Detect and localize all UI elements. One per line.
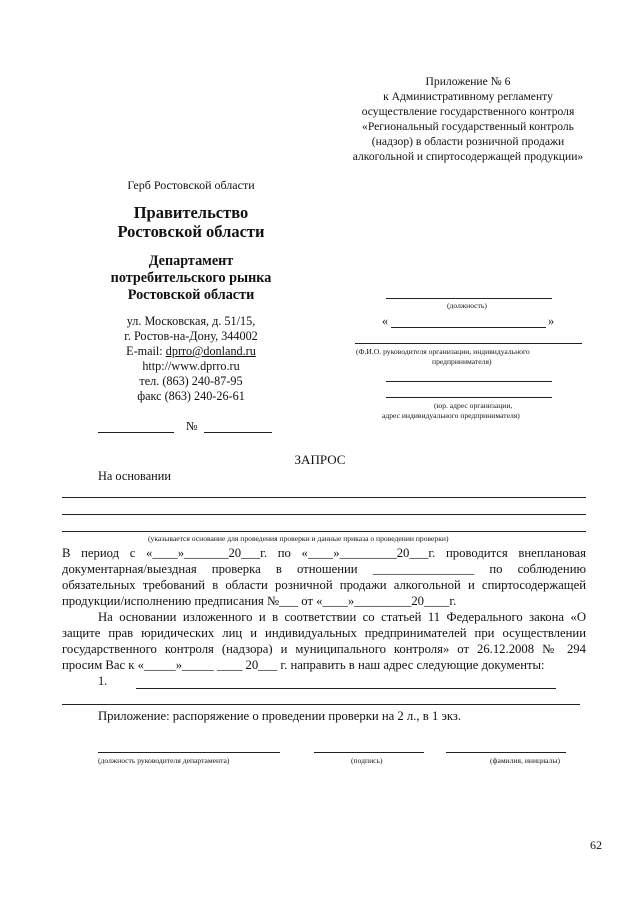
city-address: г. Ростов-на-Дону, 344002 — [124, 329, 258, 343]
paragraph-line: государственного контроля (надзора) и муниципального контроля» от 26.12.2008 № 294 — [62, 642, 586, 656]
paragraph-line: обязательных требований в области розничной продажи алкогольной и спиртосодержащей — [62, 578, 586, 592]
basis-line — [62, 497, 586, 498]
contact-details — [60, 314, 322, 404]
fio-line — [355, 343, 582, 344]
department-name — [60, 253, 322, 304]
government-name — [60, 203, 322, 241]
paragraph-line: просим Вас к «_____»_____ ____ 20___ г. направить в наш адрес следующие документы: — [62, 658, 545, 672]
legal-address-line — [386, 381, 552, 382]
address-caption: (юр. адрес организации, — [434, 401, 513, 410]
number-sign: № — [186, 419, 198, 433]
fio-caption: предпринимателя) — [432, 357, 492, 366]
phone: тел. (863) 240-87-95 — [139, 374, 243, 388]
paragraph-line: продукции/исполнению предписания №___ от «____»_________20____г. — [62, 594, 457, 608]
paragraph-line: В период с «____»_______20___г. по «____»_________20___г. проводится внеплановая — [62, 546, 586, 560]
signature-name-caption: (фамилия, инициалы) — [490, 756, 561, 765]
annex-line: (надзор) в области розничной продажи — [371, 135, 565, 148]
basis-line — [62, 531, 586, 532]
annex-line: к Административному регламенту — [383, 90, 553, 103]
document-title: ЗАПРОС — [294, 452, 346, 467]
annex-line: алкогольной и спиртосодержащей продукции» — [352, 150, 584, 163]
annex-header — [318, 74, 618, 164]
position-line — [386, 298, 552, 299]
department-name-line: Департамент — [148, 253, 234, 269]
quote-close: » — [548, 314, 555, 328]
document-item-line — [136, 688, 556, 689]
signature-line — [314, 752, 424, 753]
website[interactable]: http://www.dprro.ru — [142, 359, 240, 373]
paragraph-line: документарная/выездная проверка в отношении ________________ по соблюдению — [62, 562, 586, 576]
email-row — [60, 344, 322, 359]
address-caption: адрес индивидуального предпринимателя) — [382, 411, 520, 420]
email-link[interactable]: dprro@donland.ru — [165, 344, 256, 358]
position-caption: (должность) — [447, 301, 487, 310]
signature-caption: (подпись) — [351, 756, 383, 765]
government-name-line: Ростовской области — [117, 222, 265, 241]
outgoing-date-line — [98, 432, 174, 433]
outgoing-number-line — [204, 432, 272, 433]
organization-block — [60, 178, 322, 404]
attachment-note: Приложение: распоряжение о проведении проверки на 2 л., в 1 экз. — [98, 709, 462, 723]
signature-position-caption: (должность руководителя департамента) — [98, 756, 230, 765]
paragraph-line: На основании изложенного и в соответствии со статьей 11 Федерального закона «О — [98, 610, 586, 624]
annex-line: «Региональный государственный контроль — [362, 120, 574, 133]
annex-line: Приложение № 6 — [425, 75, 511, 88]
fax: факс (863) 240-26-61 — [137, 389, 245, 403]
basis-label: На основании — [98, 469, 171, 483]
coat-of-arms-label: Герб Ростовской области — [127, 178, 255, 192]
signature-position-line — [98, 752, 280, 753]
quote-open: « — [382, 314, 389, 328]
signature-name-line — [446, 752, 566, 753]
department-name-line: Ростовской области — [127, 287, 255, 303]
document-item-line — [62, 704, 580, 705]
email-label: E-mail: — [126, 344, 166, 358]
basis-caption: (указывается основание для проведения проверки и данные приказа о проведении проверки) — [148, 534, 449, 543]
department-name-line: потребительского рынка — [110, 270, 272, 286]
government-name-line: Правительство — [133, 203, 249, 222]
annex-line: осуществление государственного контроля — [361, 105, 575, 118]
organization-name-line — [391, 327, 546, 328]
list-item-number: 1. — [98, 674, 108, 688]
paragraph-line: защите прав юридических лиц и индивидуальных предпринимателей при осуществлении — [62, 626, 586, 640]
page-number: 62 — [590, 838, 602, 852]
street-address: ул. Московская, д. 51/15, — [126, 314, 256, 328]
basis-line — [62, 514, 586, 515]
fio-caption: (Ф.И.О. руководителя организации, индивидуального — [356, 347, 530, 356]
legal-address-line — [386, 397, 552, 398]
